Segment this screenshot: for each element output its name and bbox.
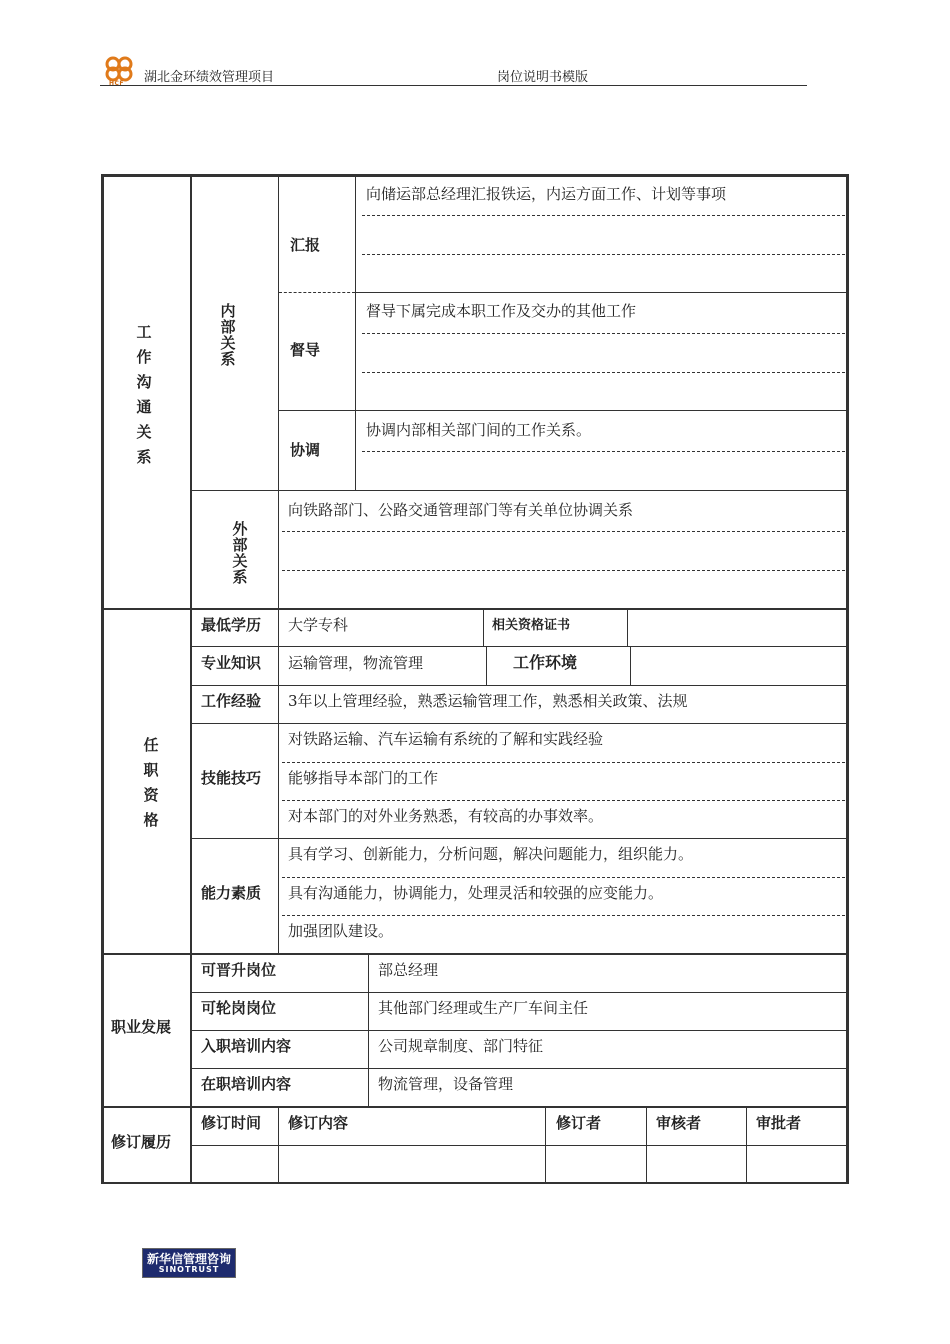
revision-col-approver: 审批者 <box>756 1114 802 1132</box>
revision-col-reviser: 修订者 <box>556 1114 602 1132</box>
revision-col-reviewer: 审核者 <box>656 1114 702 1132</box>
career-row-value: 其他部门经理或生产厂车间主任 <box>378 999 589 1017</box>
career-row-value: 公司规章制度、部门特征 <box>378 1037 544 1055</box>
brand-en: SINOTRUST <box>158 1265 220 1274</box>
brand-cn: 新华信管理咨询 <box>146 1252 231 1266</box>
abilities-item: 具有学习、创新能力，分析问题，解决问题能力，组织能力。 <box>288 845 694 863</box>
abilities-item: 具有沟通能力，协调能力，处理灵活和较强的应变能力。 <box>288 884 664 902</box>
abilities-item: 加强团队建设。 <box>288 922 394 940</box>
knowledge-value: 运输管理，物流管理 <box>288 654 424 672</box>
education-value: 大学专科 <box>288 616 349 634</box>
revision-col-content: 修订内容 <box>288 1114 349 1132</box>
doc-title: 岗位说明书模版 <box>497 70 589 85</box>
page-header <box>100 52 807 86</box>
project-name: 湖北金环绩效管理项目 <box>144 70 275 85</box>
knowledge-label: 专业知识 <box>201 654 262 672</box>
career-row-label: 可轮岗岗位 <box>201 999 277 1017</box>
logo-text: HCF <box>109 80 125 87</box>
career-row-label: 可晋升岗位 <box>201 961 277 979</box>
skills-label: 技能技巧 <box>201 769 262 787</box>
skills-item: 对本部门的对外业务熟悉，有较高的办事效率。 <box>288 807 604 825</box>
table-border-left <box>101 174 104 1184</box>
supervise-label: 督导 <box>290 341 321 359</box>
revision-col-time: 修订时间 <box>201 1114 262 1132</box>
career-row-label: 在职培训内容 <box>201 1075 292 1093</box>
table-border-top <box>101 174 849 177</box>
internal-relations-label: 内部关系 <box>220 302 236 368</box>
supervise-line: 督导下属完成本职工作及交办的其他工作 <box>366 302 637 320</box>
table-border-right <box>846 174 849 1184</box>
external-line: 向铁路部门、公路交通管理部门等有关单位协调关系 <box>288 501 634 519</box>
abilities-label: 能力素质 <box>201 884 262 902</box>
sinotrust-logo <box>142 1248 236 1278</box>
report-line: 向储运部总经理汇报铁运，内运方面工作、计划等事项 <box>366 185 727 203</box>
experience-value: 3年以上管理经验，熟悉运输管理工作，熟悉相关政策、法规 <box>288 692 688 710</box>
qualification-title: 任职资格 <box>143 736 159 829</box>
skills-item: 对铁路运输、汽车运输有系统的了解和实践经验 <box>288 730 604 748</box>
career-row-value: 物流管理，设备管理 <box>378 1075 514 1093</box>
external-relations-label: 外部关系 <box>232 520 248 586</box>
experience-label: 工作经验 <box>201 692 262 710</box>
report-label: 汇报 <box>290 236 321 254</box>
coordinate-label: 协调 <box>290 441 321 459</box>
career-title: 职业发展 <box>111 1018 172 1036</box>
career-row-label: 入职培训内容 <box>201 1037 292 1055</box>
education-label: 最低学历 <box>201 616 262 634</box>
communication-title: 工作沟通关系 <box>136 323 152 466</box>
career-row-value: 部总经理 <box>378 961 439 979</box>
skills-item: 能够指导本部门的工作 <box>288 769 439 787</box>
table-border-bottom <box>101 1182 849 1184</box>
coordinate-line: 协调内部相关部门间的工作关系。 <box>366 421 592 439</box>
revision-title: 修订履历 <box>111 1133 172 1151</box>
certificate-label: 相关资格证书 <box>492 618 571 633</box>
environment-label: 工作环境 <box>513 653 578 672</box>
